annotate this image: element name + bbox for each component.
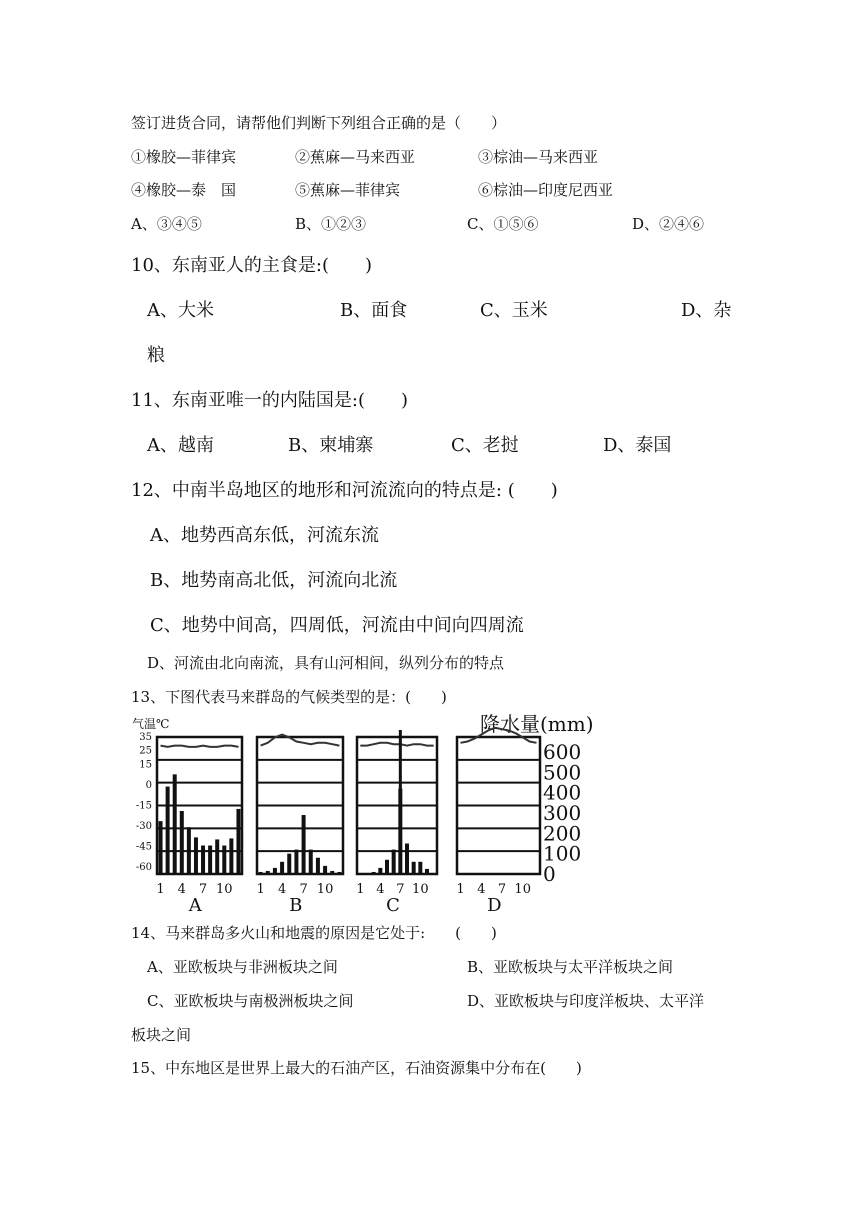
precipitation-bar [358,873,362,874]
q12-option-a: A、地势西高东低，河流东流 [150,525,379,546]
month-tick-label: 4 [277,882,287,897]
precipitation-tick-label: 400 [543,780,582,805]
precipitation-bar [425,869,429,874]
climate-panel-b [256,735,343,912]
q9-item-2: ②蕉麻—马来西亚 [295,148,416,166]
month-tick-label: 7 [497,882,507,897]
q10-option-d-wrap: 粮 [147,345,165,366]
precipitation-bar [208,846,212,874]
month-tick-label: 1 [356,882,365,897]
month-tick-label: 10 [514,882,531,897]
precipitation-tick-label: 0 [543,862,556,886]
q9-item-4: ④橡胶—泰 国 [131,181,237,199]
q9-option-c: C、①⑤⑥ [467,215,539,233]
q9-stem: 签订进货合同，请帮他们判断下列组合正确的是（ ） [131,114,507,132]
precipitation-bar [259,872,263,874]
precipitation-bar [337,872,341,874]
climate-charts-figure [0,712,860,912]
precipitation-bar [385,860,389,874]
q13-stem: 13、下图代表马来群岛的气候类型的是：( ) [131,688,447,706]
precipitation-bar [173,774,177,874]
q12-option-c: C、地势中间高，四周低，河流由中间向四周流 [150,615,524,636]
precipitation-tick-label: 500 [543,760,582,785]
precipitation-tick-label: 300 [543,801,582,825]
month-tick-label: 10 [316,882,334,897]
precipitation-bar [166,787,170,874]
q12-option-b: B、地势南高北低，河流向北流 [150,570,398,591]
precipitation-bar [378,868,382,874]
precipitation-tick-label: 600 [543,740,582,764]
precipitation-bar [365,873,369,874]
precipitation-bar [330,871,334,874]
q9-option-a: A、③④⑤ [131,215,202,233]
precipitation-tick-label: 100 [543,841,582,866]
precipitation-bar [323,866,327,874]
temperature-axis [132,716,169,873]
precipitation-axis-title: 降水量(mm) [480,712,594,736]
q10-option-a: A、大米 [147,300,214,321]
precipitation-bar [280,862,284,874]
q11-option-c: C、老挝 [451,435,519,456]
precipitation-tick-label: 200 [543,821,582,846]
precipitation-bar [229,838,233,874]
month-tick-label: 10 [412,882,429,897]
precipitation-bar [294,850,298,874]
month-tick-label: 1 [256,882,265,897]
precipitation-bar [405,844,409,875]
temperature-line [360,743,433,746]
temperature-tick-label: 15 [139,759,152,771]
precipitation-bar [309,850,313,874]
q14-option-c: C、亚欧板块与南极洲板块之间 [147,992,354,1010]
q9-option-b: B、①②③ [295,215,367,233]
temperature-tick-label: -15 [135,800,152,812]
climate-panel-d [456,728,540,912]
month-tick-label: 7 [198,882,208,897]
temperature-axis-title: 气温℃ [132,717,170,731]
climate-panels [156,728,540,912]
q14-option-b: B、亚欧板块与太平洋板块之间 [467,958,674,976]
month-tick-label: 4 [477,882,486,897]
month-tick-label: 7 [299,882,308,897]
q11-option-d: D、泰国 [603,435,672,456]
climate-panel-a [156,737,242,912]
temperature-tick-label: 25 [139,745,152,757]
q9-item-3: ③棕油—马来西亚 [478,148,599,166]
q15-stem: 15、中东地区是世界上最大的石油产区，石油资源集中分布在( ) [131,1059,582,1077]
panel-label: B [289,895,303,912]
q9-item-1: ①橡胶—菲律宾 [131,148,237,166]
precipitation-bar [302,815,306,874]
precipitation-bar [392,850,396,874]
q11-stem: 11、东南亚唯一的内陆国是:( ) [131,390,409,411]
q10-option-c: C、玉米 [480,300,548,321]
precipitation-bar [273,868,277,874]
q11-option-a: A、越南 [147,435,214,456]
q9-option-d: D、②④⑥ [632,215,705,233]
temperature-tick-label: -60 [135,862,152,873]
month-tick-label: 4 [376,882,385,897]
q10-option-d: D、杂 [681,300,732,321]
q14-option-d-wrap: 板块之间 [131,1026,192,1044]
month-tick-label: 7 [396,882,405,897]
temperature-line [161,746,239,747]
q14-option-a: A、亚欧板块与非洲板块之间 [147,958,338,976]
panel-label: C [386,895,400,912]
precipitation-bar [316,858,320,874]
precipitation-bar [201,846,205,874]
q14-stem: 14、马来群岛多火山和地震的原因是它处于: ( ) [131,924,497,942]
panel-label: A [188,895,202,912]
precipitation-bar [412,862,416,874]
temperature-tick-label: 0 [145,779,152,791]
q12-option-d: D、河流由北向南流，具有山河相间，纵列分布的特点 [147,654,505,672]
month-tick-label: 10 [216,882,233,897]
q10-stem: 10、东南亚人的主食是:( ) [131,255,373,276]
precipitation-bar [187,827,191,874]
q10-option-b: B、面食 [340,300,408,321]
q9-item-5: ⑤蕉麻—菲律宾 [295,181,401,199]
q12-stem: 12、中南半岛地区的地形和河流流向的特点是: ( ) [131,480,558,501]
month-tick-label: 1 [156,882,165,897]
precipitation-bar [418,862,422,874]
precipitation-bar [287,854,291,874]
precipitation-bar [372,872,376,874]
precipitation-bar [266,871,270,874]
precipitation-bar [194,837,198,874]
q14-option-d: D、亚欧板块与印度洋板块、太平洋 [467,992,705,1010]
precipitation-bar [222,846,226,874]
temperature-tick-label: -30 [135,820,152,832]
climate-panel-c [356,737,437,912]
month-tick-label: 4 [177,882,186,897]
temperature-tick-label: 35 [139,732,152,743]
temperature-tick-label: -45 [135,841,152,853]
q9-item-6: ⑥棕油—印度尼西亚 [478,181,614,199]
month-tick-label: 1 [456,882,465,897]
precipitation-bar [215,839,219,874]
precipitation-bar [159,821,163,874]
q11-option-b: B、柬埔寨 [288,435,374,456]
precipitation-bar [432,873,436,874]
panel-label: D [487,895,502,912]
precipitation-bar [236,809,240,874]
precipitation-bar [180,811,184,874]
